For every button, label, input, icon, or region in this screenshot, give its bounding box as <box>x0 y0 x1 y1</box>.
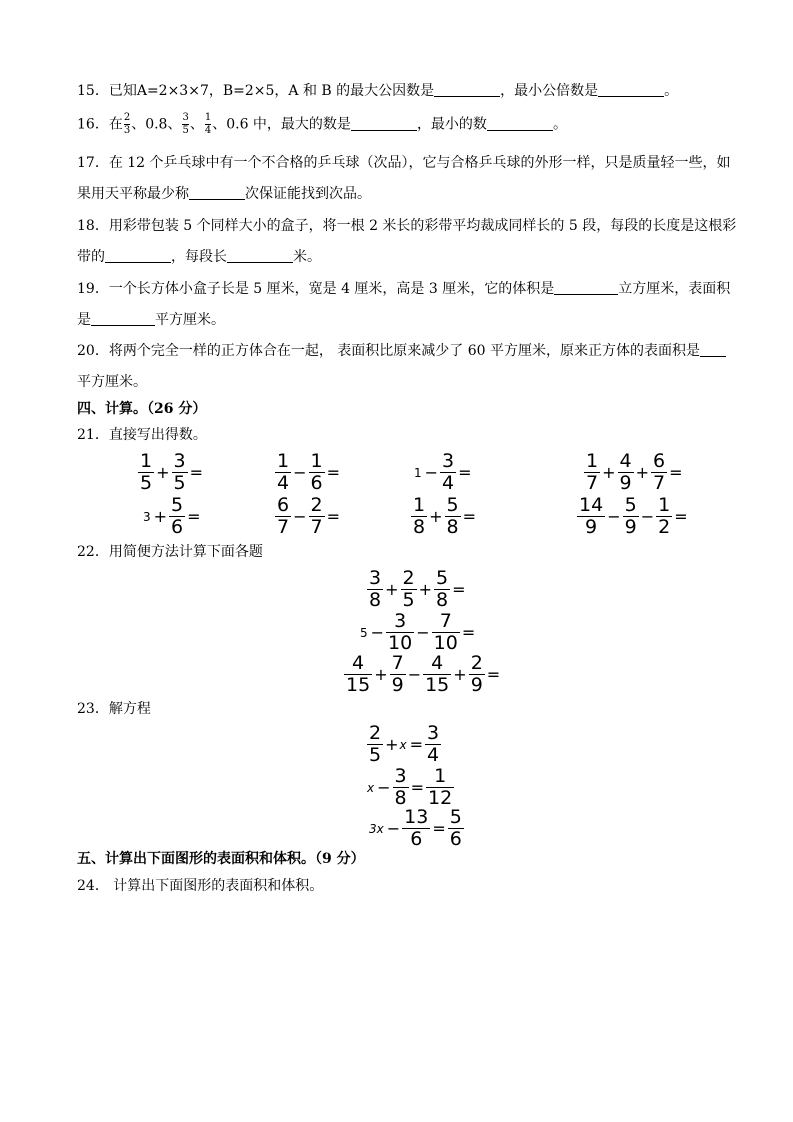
question-19-line-1 <box>77 279 730 299</box>
q20-text: 20．将两个完全一样的正方体合在一起， 表面积比原来减少了 60 平方厘米，原来正方体的表面积是 <box>77 343 700 359</box>
fraction: $\frac{13}{6}$ <box>404 806 429 850</box>
q17-text: 次保证能找到次品。 <box>245 186 371 202</box>
section-5-heading: 五、计算出下面图形的表面积和体积。（9 分） <box>77 851 365 867</box>
q16-blank-min[interactable] <box>487 116 553 131</box>
q15-blank-lcm[interactable] <box>598 82 664 97</box>
fraction: $\frac{2}{5}$ <box>369 722 382 766</box>
question-19-line-2 <box>77 310 225 330</box>
q19-text: 19．一个长方体小盒子长是 5 厘米，宽是 4 厘米，高是 3 厘米，它的体积是 <box>77 281 555 297</box>
question-17-line-2 <box>77 184 371 204</box>
fraction: $\frac{3}{10}$ <box>388 610 413 654</box>
q18-blank-length[interactable] <box>227 248 293 263</box>
q18-text: ，每段长 <box>171 249 227 265</box>
question-18-line-1: 18．用彩带包装 5 个同样大小的盒子，将一根 2 米长的彩带平均裁成同样长的 5 段，每段的长度是这根彩 <box>77 218 737 234</box>
q15-text-2: ，最小公倍数是 <box>500 83 599 99</box>
question-24: 24． 计算出下面图形的表面积和体积。 <box>77 878 324 894</box>
q19-blank-area[interactable] <box>91 311 155 326</box>
fraction: $\frac{2}{3}$ <box>123 112 131 136</box>
fraction: $\frac{2}{7}$ <box>310 494 323 538</box>
q16-text: 、0.6 中，最大的数是 <box>212 116 351 133</box>
q16-text: 。 <box>552 116 567 133</box>
q21-expr-4: $\frac{1}{7}$ + $\frac{4}{9}$ + $\frac{6}{7}$ = <box>586 450 683 494</box>
fraction: $\frac{5}{6}$ <box>449 806 462 850</box>
fraction: $\frac{4}{15}$ <box>346 652 371 696</box>
question-22-title: 22．用简便方法计算下面各题 <box>77 544 263 560</box>
q18-text: 带的 <box>77 249 105 265</box>
question-18-line-2 <box>77 247 321 267</box>
fraction: $\frac{5}{9}$ <box>624 494 637 538</box>
q22-expr-2: 5 − $\frac{3}{10}$ − $\frac{7}{10}$ = <box>360 610 476 654</box>
question-20-line-2: 平方厘米。 <box>77 374 147 390</box>
q16-number: 16． <box>77 116 109 133</box>
q16-text: 、0.8、 <box>131 116 182 133</box>
fraction: $\frac{3}{5}$ <box>173 450 186 494</box>
q16-blank-max[interactable] <box>351 116 417 131</box>
fraction: $\frac{2}{5}$ <box>402 567 415 611</box>
q23-eq-3: 3x − $\frac{13}{6}$ = $\frac{5}{6}$ <box>369 806 462 850</box>
q17-blank[interactable] <box>189 185 245 200</box>
fraction: $\frac{1}{8}$ <box>413 494 426 538</box>
q19-text: 立方厘米，表面积 <box>618 281 731 297</box>
q15-text: 已知A=2×3×7，B=2×5，A 和 B 的最大公因数是 <box>108 83 435 99</box>
fraction: $\frac{1}{4}$ <box>204 112 212 136</box>
q16-text: ，最小的数 <box>416 116 487 133</box>
q22-expr-3: $\frac{4}{15}$ + $\frac{7}{9}$ − $\frac{4}{15}$ + $\frac{2}{9}$ = <box>346 652 501 696</box>
fraction: $\frac{1}{4}$ <box>277 450 290 494</box>
fraction: $\frac{3}{8}$ <box>369 567 382 611</box>
fraction: $\frac{3}{5}$ <box>182 112 189 136</box>
q19-text: 平方厘米。 <box>155 312 225 328</box>
q21-expr-3: 1 − $\frac{3}{4}$ = <box>414 450 472 494</box>
question-15 <box>77 81 678 101</box>
fraction: $\frac{3}{4}$ <box>442 450 455 494</box>
fraction: $\frac{5}{8}$ <box>436 567 449 611</box>
fraction: $\frac{3}{4}$ <box>427 722 440 766</box>
question-17-line-1: 17．在 12 个乒乓球中有一个不合格的乒乓球（次品），它与合格乒乓球的外形一样，只是质量轻一些，如 <box>77 155 731 171</box>
q21-expr-7: $\frac{1}{8}$ + $\frac{5}{8}$ = <box>413 494 476 538</box>
q21-expr-2: $\frac{1}{4}$ − $\frac{1}{6}$ = <box>277 450 340 494</box>
q21-expr-6: $\frac{6}{7}$ − $\frac{2}{7}$ = <box>277 494 340 538</box>
fraction: $\frac{5}{8}$ <box>446 494 459 538</box>
question-21-title: 21．直接写出得数。 <box>77 427 207 443</box>
fraction: $\frac{4}{9}$ <box>619 450 632 494</box>
question-23-title: 23．解方程 <box>77 701 151 717</box>
section-4-heading: 四、计算。（26 分） <box>77 401 207 417</box>
fraction: $\frac{7}{10}$ <box>433 610 458 654</box>
q23-eq-1: $\frac{2}{5}$ + x = $\frac{3}{4}$ <box>369 722 440 766</box>
fraction: $\frac{6}{7}$ <box>653 450 666 494</box>
q19-text: 是 <box>77 312 91 328</box>
fraction: $\frac{1}{2}$ <box>658 494 671 538</box>
fraction: $\frac{2}{9}$ <box>470 652 483 696</box>
q23-eq-2: x − $\frac{3}{8}$ = $\frac{1}{12}$ <box>367 765 453 809</box>
fraction: $\frac{1}{6}$ <box>310 450 323 494</box>
q16-text: 、 <box>189 116 204 133</box>
q18-blank-fraction[interactable] <box>105 248 171 263</box>
fraction: $\frac{7}{9}$ <box>391 652 404 696</box>
fraction: $\frac{1}{7}$ <box>586 450 599 494</box>
q20-blank[interactable] <box>700 342 726 357</box>
question-20-line-1 <box>77 341 726 361</box>
fraction: $\frac{4}{15}$ <box>425 652 450 696</box>
fraction: $\frac{3}{8}$ <box>394 765 407 809</box>
question-16 <box>77 113 567 136</box>
fraction: $\frac{1}{5}$ <box>140 450 153 494</box>
q17-text: 果用天平称最少称 <box>77 186 189 202</box>
q15-period: 。 <box>664 83 679 99</box>
q19-blank-volume[interactable] <box>554 280 618 295</box>
fraction: $\frac{6}{7}$ <box>277 494 290 538</box>
q18-text: 米。 <box>293 249 321 265</box>
q16-text: 在 <box>108 116 123 133</box>
q21-expr-1: $\frac{1}{5}$ + $\frac{3}{5}$ = <box>140 450 203 494</box>
fraction: $\frac{5}{6}$ <box>171 494 184 538</box>
q22-expr-1: $\frac{3}{8}$ + $\frac{2}{5}$ + $\frac{5}{8}$ = <box>369 567 466 611</box>
fraction: $\frac{1}{12}$ <box>428 765 453 809</box>
q21-expr-5: 3 + $\frac{5}{6}$ = <box>143 494 201 538</box>
q21-expr-8: $\frac{14}{9}$ − $\frac{5}{9}$ − $\frac{1}{2}$ = <box>579 494 688 538</box>
q15-number: 15． <box>77 83 109 99</box>
fraction: $\frac{14}{9}$ <box>579 494 604 538</box>
q15-blank-gcd[interactable] <box>434 82 500 97</box>
